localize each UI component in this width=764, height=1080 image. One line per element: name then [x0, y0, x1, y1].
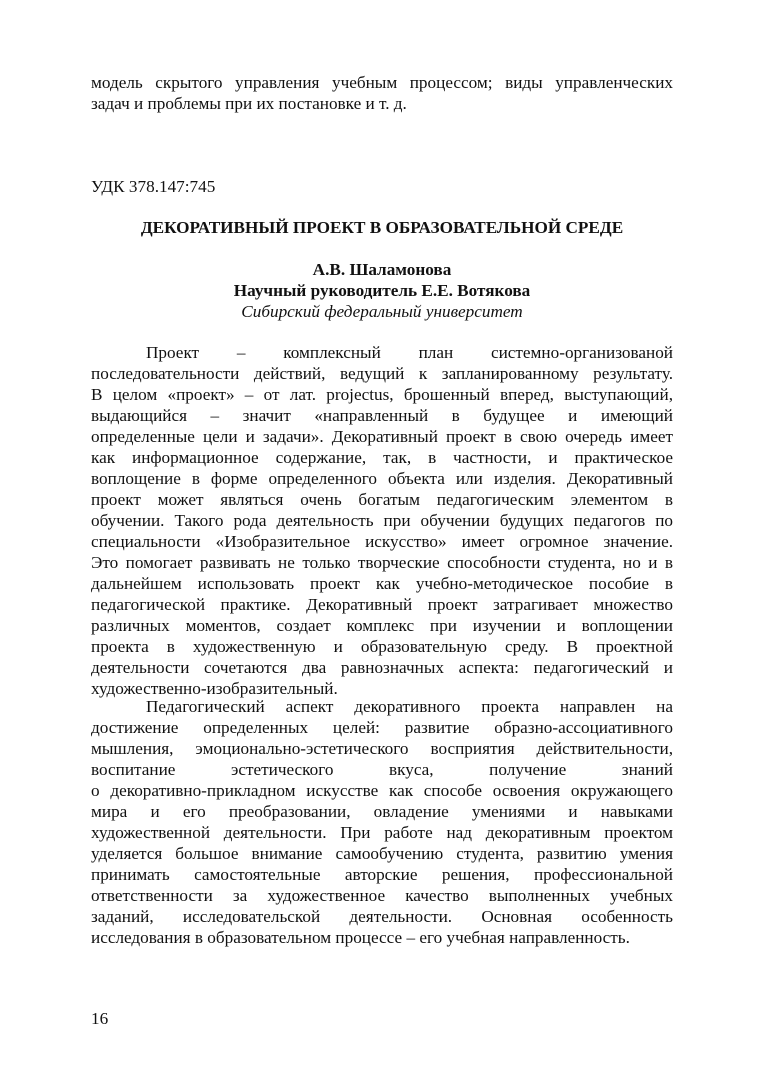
body-paragraph-1: [91, 342, 673, 699]
text-line: деятельности сочетаются два равнозначных аспекта: педагогический и: [91, 658, 673, 677]
text-line: достижение определенных целей: развитие образно-ассоциативного: [91, 718, 673, 737]
document-page: [91, 0, 673, 1080]
text-line: Педагогический аспект декоративного проекта направлен на: [146, 697, 673, 716]
text-line: о декоративно-прикладном искусстве как способе освоения окружающего: [91, 781, 673, 800]
text-line: обучении. Такого рода деятельность при обучении будущих педагогов по: [91, 511, 673, 530]
text-line: мира и его преобразовании, овладение умениями и навыками: [91, 802, 673, 821]
intro-paragraph: [91, 72, 673, 114]
text-line: проекта в художественную и образовательную среду. В проектной: [91, 637, 673, 656]
article-title: ДЕКОРАТИВНЫЙ ПРОЕКТ В ОБРАЗОВАТЕЛЬНОЙ СРЕДЕ: [140, 218, 624, 237]
text-line: художественной деятельности. При работе над декоративным проектом: [91, 823, 673, 842]
text-line: уделяется большое внимание самообучению студента, развитию умения: [91, 844, 673, 863]
text-line: воспитание эстетического вкуса, получение знаний: [91, 760, 673, 779]
text-line: как информационное содержание, так, в частности, и практическое: [91, 448, 673, 467]
text-line: определенные цели и задачи». Декоративный проект в свою очередь имеет: [91, 427, 673, 446]
text-line: различных моментов, создает комплекс при изучении и воплощении: [91, 616, 673, 635]
text-line: художественно-изобразительный.: [91, 679, 338, 698]
text-line: принимать самостоятельные авторские решения, профессиональной: [91, 865, 673, 884]
text-line: воплощение в форме определенного объекта или изделия. Декоративный: [91, 469, 673, 488]
page-number: 16: [91, 1009, 109, 1028]
text-line: исследования в образовательном процессе – его учебная направленность.: [91, 928, 630, 947]
text-line: проект может являться очень богатым педагогическим элементом в: [91, 490, 673, 509]
text-line: ответственности за художественное качество выполненных учебных: [91, 886, 673, 905]
text-line: педагогической практике. Декоративный проект затрагивает множество: [91, 595, 673, 614]
text-line: последовательности действий, ведущий к запланированному результату.: [91, 364, 673, 383]
text-line: мышления, эмоционально-эстетического восприятия действительности,: [91, 739, 673, 758]
text-line: В целом «проект» – от лат. projectus, брошенный вперед, выступающий,: [91, 385, 673, 404]
affiliation: Сибирский федеральный университет: [241, 302, 523, 321]
text-line: выдающийся – значит «направленный в будущее и имеющий: [91, 406, 673, 425]
author-name: А.В. Шаламонова: [312, 260, 452, 279]
body-paragraph-2: [91, 696, 673, 948]
scientific-adviser: Научный руководитель Е.Е. Вотякова: [233, 281, 531, 300]
text-line: Проект – комплексный план системно-организованой: [146, 343, 673, 362]
byline: [91, 259, 673, 322]
text-line: специальности «Изобразительное искусство» имеет огромное значение.: [91, 532, 673, 551]
text-line: модель скрытого управления учебным процессом; виды управленческих: [91, 73, 673, 92]
text-line: дальнейшем использовать проект как учебно-методическое пособие в: [91, 574, 673, 593]
text-line: задач и проблемы при их постановке и т. д.: [91, 94, 407, 113]
text-line: заданий, исследовательской деятельности. Основная особенность: [91, 907, 673, 926]
udk-code: УДК 378.147:745: [91, 177, 216, 196]
text-line: Это помогает развивать не только творческие способности студента, но и в: [91, 553, 673, 572]
